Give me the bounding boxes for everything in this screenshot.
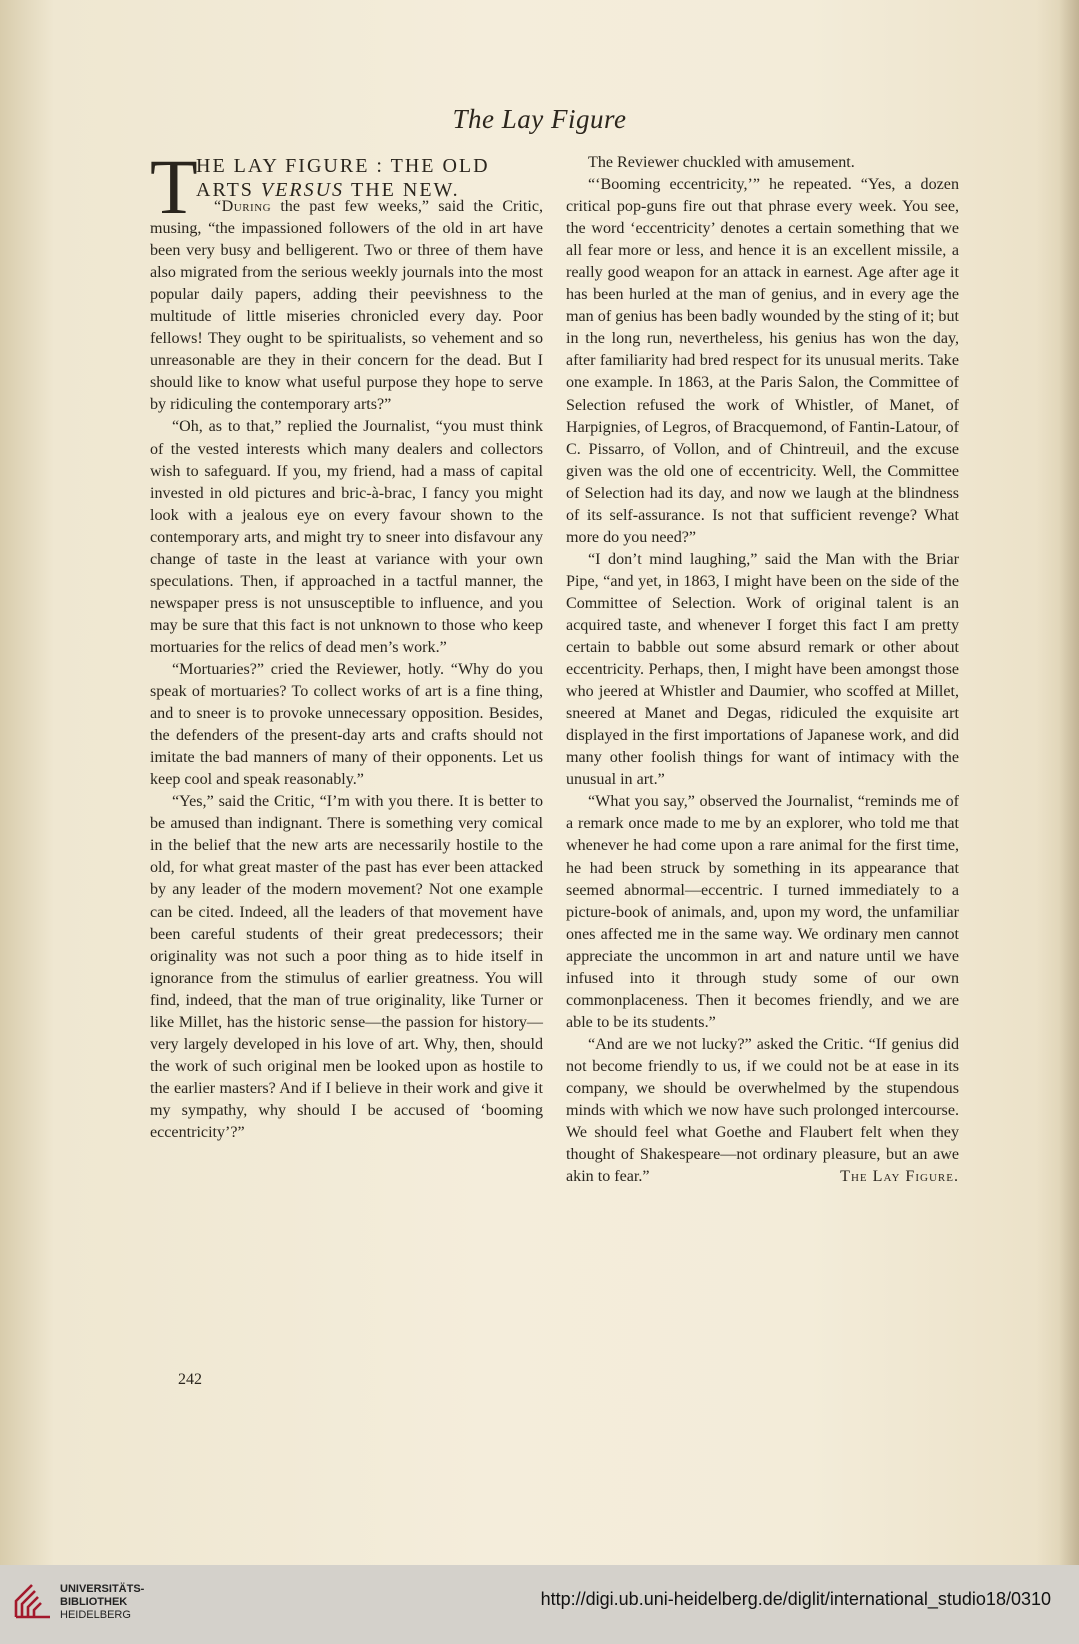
paragraph: “Yes,” said the Critic, “I’m with you there. It is better to be amused than indignant. There is something very comical in the belief that the new arts are necessarily hostile to the old, for what great master of the past has ever been attacked by any leader of the modern movement? Not one example can be cited. Indeed, all the leaders of that movement have been careful students of their great predecessors; their originality was not such a poor thing as to hide itself in ignorance from the stimulus of earlier greatness. You will find, indeed, that the man of true originality, like Turner or like Millet, has the historic sense—the passion for history—very largely developed in his love of art. Why, then, should the work of such original men be looked upon as hostile to the earlier masters? And if I believe in their work and give it my sympathy, why should I be accused of ‘booming eccentricity’?”	[150, 793, 543, 1141]
source-url-link[interactable]: http://digi.ub.uni-heidelberg.de/diglit/international_studio18/0310	[540, 1589, 1051, 1609]
title-line-2	[196, 178, 543, 202]
footer-bar	[0, 1565, 1079, 1644]
closing-paragraph-text: “And are we not lucky?” asked the Critic. “If genius did not become friendly to us, if we could not be at ease in its company, we should be overwhelmed by the stupendous minds with which we now have such prolonged intercourse. We should feel what Goethe and Flaubert felt when they thought of Shakespeare—not ordinary pleasure, but an awe akin to fear.”	[566, 1035, 959, 1186]
article-title	[150, 143, 543, 230]
running-head: The Lay Figure	[452, 104, 627, 134]
left-column	[150, 143, 543, 1144]
paragraph: “Oh, as to that,” replied the Journalist, “you must think of the vested interests which many dealers and collectors wish to safeguard. If you, my friend, had a mass of capital invested in old pictures and bric-à-brac, I fancy you might look with a jealous eye on every favour shown to the contemporary arts, and might try to sneer into disfavour any change of taste in the least at variance with your own speculations. Then, if approached in a tactful manner, the newspaper press is not unsusceptible to influence, and you may be sure that this fact is not unknown to those who keep mortuaries for the relics of dead men’s work.”	[150, 418, 543, 656]
drop-cap: T	[150, 143, 198, 230]
institution-name	[60, 1583, 144, 1622]
paragraph: The Reviewer chuckled with amusement.	[588, 154, 855, 171]
page-number: 242	[178, 1371, 202, 1388]
page-edge-shadow	[1059, 0, 1079, 1565]
title-line-2-start: ARTS	[196, 179, 254, 201]
opening-lead-words: “During	[214, 198, 272, 215]
closing-paragraph	[566, 1034, 959, 1188]
institution-line-3: HEIDELBERG	[60, 1609, 131, 1621]
institution-line-1: UNIVERSITÄTS-	[60, 1583, 145, 1595]
title-line-2-end: THE NEW.	[351, 179, 460, 201]
paragraph: “I don’t mind laughing,” said the Man with the Briar Pipe, “and yet, in 1863, I might have been on the side of the Committee of Selection. Work of original talent is an acquired taste, and whenever I forget this fact I am pretty certain to babble out some absurd remark or other about eccentricity. Perhaps, then, I might have been amongst those who jeered at Whistler and Daumier, who scoffed at Millet, sneered at Manet and Degas, ridiculed the exquisite art displayed in the first importations of Japanese work, and did many other foolish things for want of intimacy with the unusual in art.”	[566, 550, 959, 789]
university-library-logo-icon	[12, 1579, 54, 1621]
title-line-1: HE LAY FIGURE : THE OLD	[196, 155, 490, 177]
opening-paragraph	[150, 196, 543, 416]
paragraph: “Mortuaries?” cried the Reviewer, hotly. “Why do you speak of mortuaries? To collect works of art is a fine thing, and to sneer is to provoke unnecessary opposition. Besides, the defenders of the present-day arts and crafts should not imitate the bad manners of many of their opponents. Let us keep cool and speak reasonably.”	[150, 660, 543, 789]
signature: The Lay Figure.	[840, 1168, 959, 1186]
opening-paragraph-text: the past few weeks,” said the Critic, musing, “the impassioned followers of the old in art have been very busy and belligerent. Two or three of them have also migrated from the serious weekly journals into the most popular daily papers, adding their peevishness to the multitude of little miseries chronicled every day. Poor fellows! They ought to be spiritualists, so vehement and so unreasonable are they in their concern for the dead. But I should like to know what useful purpose they hope to serve by ridiculing the contemporary arts?”	[150, 198, 543, 414]
right-column	[566, 152, 959, 1188]
paragraph: “What you say,” observed the Journalist, “reminds me of a remark once made to me by an explorer, who told me that whenever he had come upon a rare animal for the first time, he had been struck by something in its appearance that seemed abnormal—eccentric. I turned immediately to a picture-book of animals, and, upon my word, the unfamiliar ones affected me in the same way. We ordinary men cannot appreciate the uncommon in art and nature until we have infused into it through study some of our own commonplaceness. Then it becomes friendly, and we are able to be its students.”	[566, 793, 959, 1031]
title-versus: VERSUS	[260, 179, 345, 201]
institution-line-2: BIBLIOTHEK	[60, 1596, 128, 1608]
paragraph: “‘Booming eccentricity,’” he repeated. “Yes, a dozen critical pop-guns fire out that phrase every week. You see, the word ‘eccentricity’ denotes a certain something that we all fear more or less, and hence it is an excellent missile, a really good weapon for an attack in earnest. Age after age it has been hurled at the man of genius, and in every age the man of genius has been badly wounded by the sting of it; but in the long run, nevertheless, his genius has won the day, after familiarity had bred respect for its unusual merits. Take one example. In 1863, at the Paris Salon, the Committee of Selection refused the work of Whistler, of Manet, of Harpignies, of Legros, of Bracquemond, of Fantin-Latour, of C. Pissarro, of Vollon, and of Chintreuil, and the excuse given was the old one of eccentricity. Well, the Committee of Selection had its day, and now we laugh at the blindness of its self-assurance. Is not that sufficient revenge? What more do you need?”	[566, 176, 959, 546]
